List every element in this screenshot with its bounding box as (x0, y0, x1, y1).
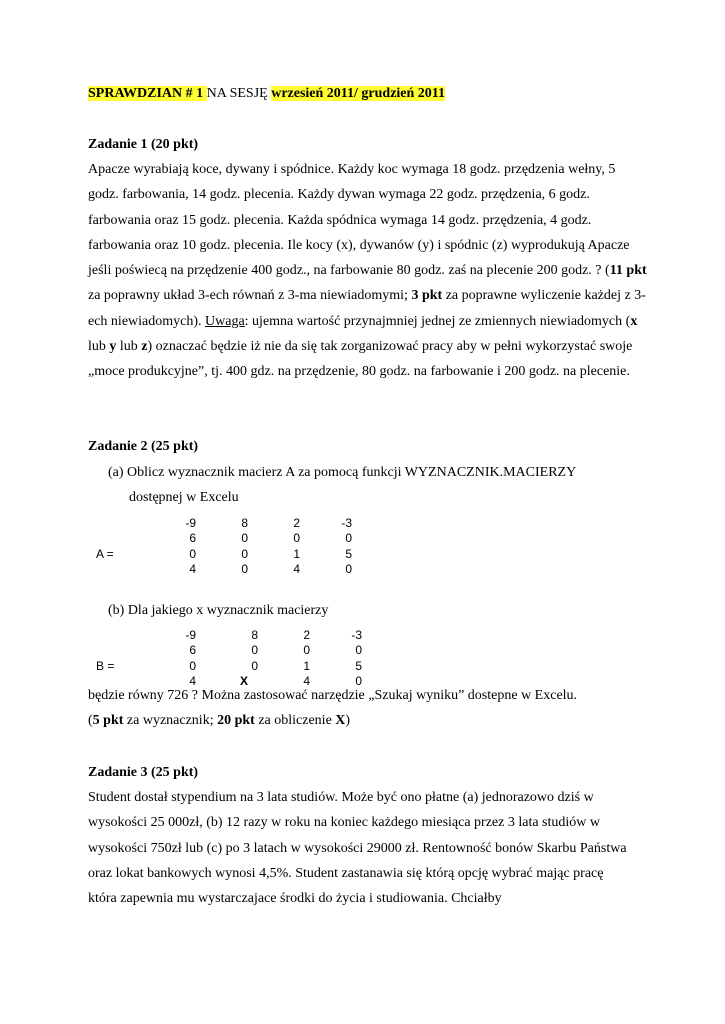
matrix-b-cell: 4 (189, 674, 196, 689)
title-plain: NA SESJĘ (206, 86, 272, 101)
matrix-b-cell: 0 (355, 643, 362, 658)
matrix-b-label: B = (96, 658, 115, 673)
matrix-a-cell: 5 (345, 546, 352, 561)
matrix-b-cell: 0 (189, 658, 196, 673)
z2-paren-close: ) (345, 713, 351, 728)
zadanie-3-text: Student dostał stypendium na 3 lata studiów. Może być ono płatne (a) jednorazowo dziś w wysokości 25 000zł, (b) 12 razy w roku na koniec każdego miesiąca przez 3 lata studiów w wysokości 750zł lub (c) po 3 latach w wysokości 29000 zł. Rentowność bonów Skarbu Państwa oraz lokat bankowych wynosi 4,5%. Student zastanawia się którą opcję wybrać mając pracę która zapewnia mu wystarczajace środki do życia i studiowania. Chciałby (88, 790, 627, 907)
matrix-b-cell: 0 (355, 674, 362, 689)
matrix-a-cell: 0 (189, 546, 196, 561)
z1-text-c: za poprawne wyliczenie każdej z 3-ech niewiadomych). (88, 288, 646, 329)
matrix-b-cell-x: X (239, 674, 248, 689)
matrix-a-cell: 0 (345, 562, 352, 577)
z1-var-z: z (141, 339, 148, 355)
zadanie-1-heading: Zadanie 1 (20 pkt) (88, 137, 199, 152)
matrix-b-cell: 5 (355, 658, 362, 673)
z2-points-5: 5 pkt (92, 713, 124, 728)
matrix-a-cell: 0 (293, 531, 300, 546)
zadanie-2-item-a-cont: dostępnej w Excelu (129, 490, 239, 505)
matrix-b-cell: 4 (303, 674, 310, 689)
z2-paren-open: ( (88, 713, 93, 728)
z1-uwaga: Uwaga (205, 313, 245, 329)
matrix-a-row (88, 546, 354, 562)
matrix-a-row (88, 562, 354, 578)
matrix-a-cell: -9 (185, 515, 196, 530)
z2-text-mid: za wyznacznik; (123, 713, 218, 728)
matrix-a-cell: 0 (345, 531, 352, 546)
z1-lub-2: lub (116, 339, 142, 355)
matrix-a-cell: 0 (241, 562, 248, 577)
matrix-b (88, 627, 364, 689)
matrix-a-row (88, 515, 354, 531)
matrix-a-cell: 4 (189, 562, 196, 577)
z1-points-3: 3 pkt (411, 288, 443, 304)
matrix-b-cell: 1 (303, 658, 310, 673)
zadanie-3-heading: Zadanie 3 (25 pkt) (88, 765, 199, 780)
matrix-a-cell: 0 (241, 546, 248, 561)
zadanie-2-heading: Zadanie 2 (25 pkt) (88, 439, 199, 454)
matrix-a-row (88, 531, 354, 547)
zadanie-2-line-1: będzie równy 726 ? Można zastosować narzędzie „Szukaj wyniku” dostepne w Excelu. (88, 688, 578, 703)
z2-text-mid2: za obliczenie (254, 713, 336, 728)
matrix-a-cell: 8 (241, 515, 248, 530)
matrix-b-cell: -9 (185, 627, 196, 642)
zadanie-1-text (88, 157, 648, 385)
z1-text-e: ) oznaczać będzie iż nie da się tak zorganizować pracy aby w pełni wykorzystać swoje „moce produkcyjne”, tj. 400 gdz. na przędzenie, 80 godz. na farbowanie i 200 godz. na plecenie. (88, 339, 633, 380)
matrix-a (88, 515, 354, 577)
zadanie-2-line-2 (88, 713, 350, 729)
z1-var-y: y (109, 339, 117, 355)
matrix-a-cell: -3 (341, 515, 352, 530)
matrix-b-cell: 2 (303, 627, 310, 642)
matrix-a-cell: 6 (189, 531, 196, 546)
matrix-a-label: A = (96, 546, 114, 561)
zadanie-2-item-b: (b) Dla jakiego x wyznacznik macierzy (108, 603, 329, 618)
z1-var-x: x (630, 313, 638, 329)
z1-points-11: 11 pkt (609, 263, 647, 279)
matrix-b-cell: 8 (251, 627, 258, 642)
z1-text-d: : ujemna wartość przynajmniej jednej ze zmiennych niewiadomych ( (244, 313, 631, 329)
z1-lub-1: lub (88, 339, 110, 355)
matrix-b-cell: 0 (251, 658, 258, 673)
matrix-b-cell: 0 (251, 643, 258, 658)
title-highlight-2: wrzesień 2011/ grudzień 2011 (271, 86, 446, 101)
z2-var-x: X (335, 713, 346, 728)
matrix-a-cell: 4 (293, 562, 300, 577)
matrix-b-row (88, 643, 364, 659)
z1-text-a: Apacze wyrabiają koce, dywany i spódnice. Każdy koc wymaga 18 godz. przędzenia wełny, 5 godz. farbowania, 14 godz. plecenia. Każdy dywan wymaga 22 godz. przędzenia, 6 godz. farbowania oraz 15 godz. plecenia. Każda spódnica wymaga 14 godz. przędzenia, 4 godz. farbowania oraz 10 godz. plecenia. Ile kocy (x), dywanów (y) i spódnic (z) wyprodukują Apacze jeśli poświecą na przędzenie 400 godz., na farbowanie 80 godz. zaś na plecenie 200 godz. ? ( (88, 162, 630, 279)
zadanie-2-item-a: (a) Oblicz wyznacznik macierz A za pomocą funkcji WYZNACZNIK.MACIERZY (108, 465, 577, 480)
z2-points-20: 20 pkt (217, 713, 255, 728)
matrix-b-row (88, 627, 364, 643)
matrix-a-cell: 0 (241, 531, 248, 546)
z1-text-b: za poprawny układ 3-ech równań z 3-ma niewiadomymi; (88, 288, 412, 304)
matrix-a-cell: 2 (293, 515, 300, 530)
matrix-b-row (88, 658, 364, 674)
title-highlight-1: SPRAWDZIAN # 1 (88, 86, 207, 101)
matrix-a-cell: 1 (293, 546, 300, 561)
matrix-b-cell: 6 (189, 643, 196, 658)
matrix-b-cell: -3 (351, 627, 362, 642)
matrix-b-cell: 0 (303, 643, 310, 658)
matrix-b-row (88, 674, 364, 690)
document-title (88, 86, 445, 102)
